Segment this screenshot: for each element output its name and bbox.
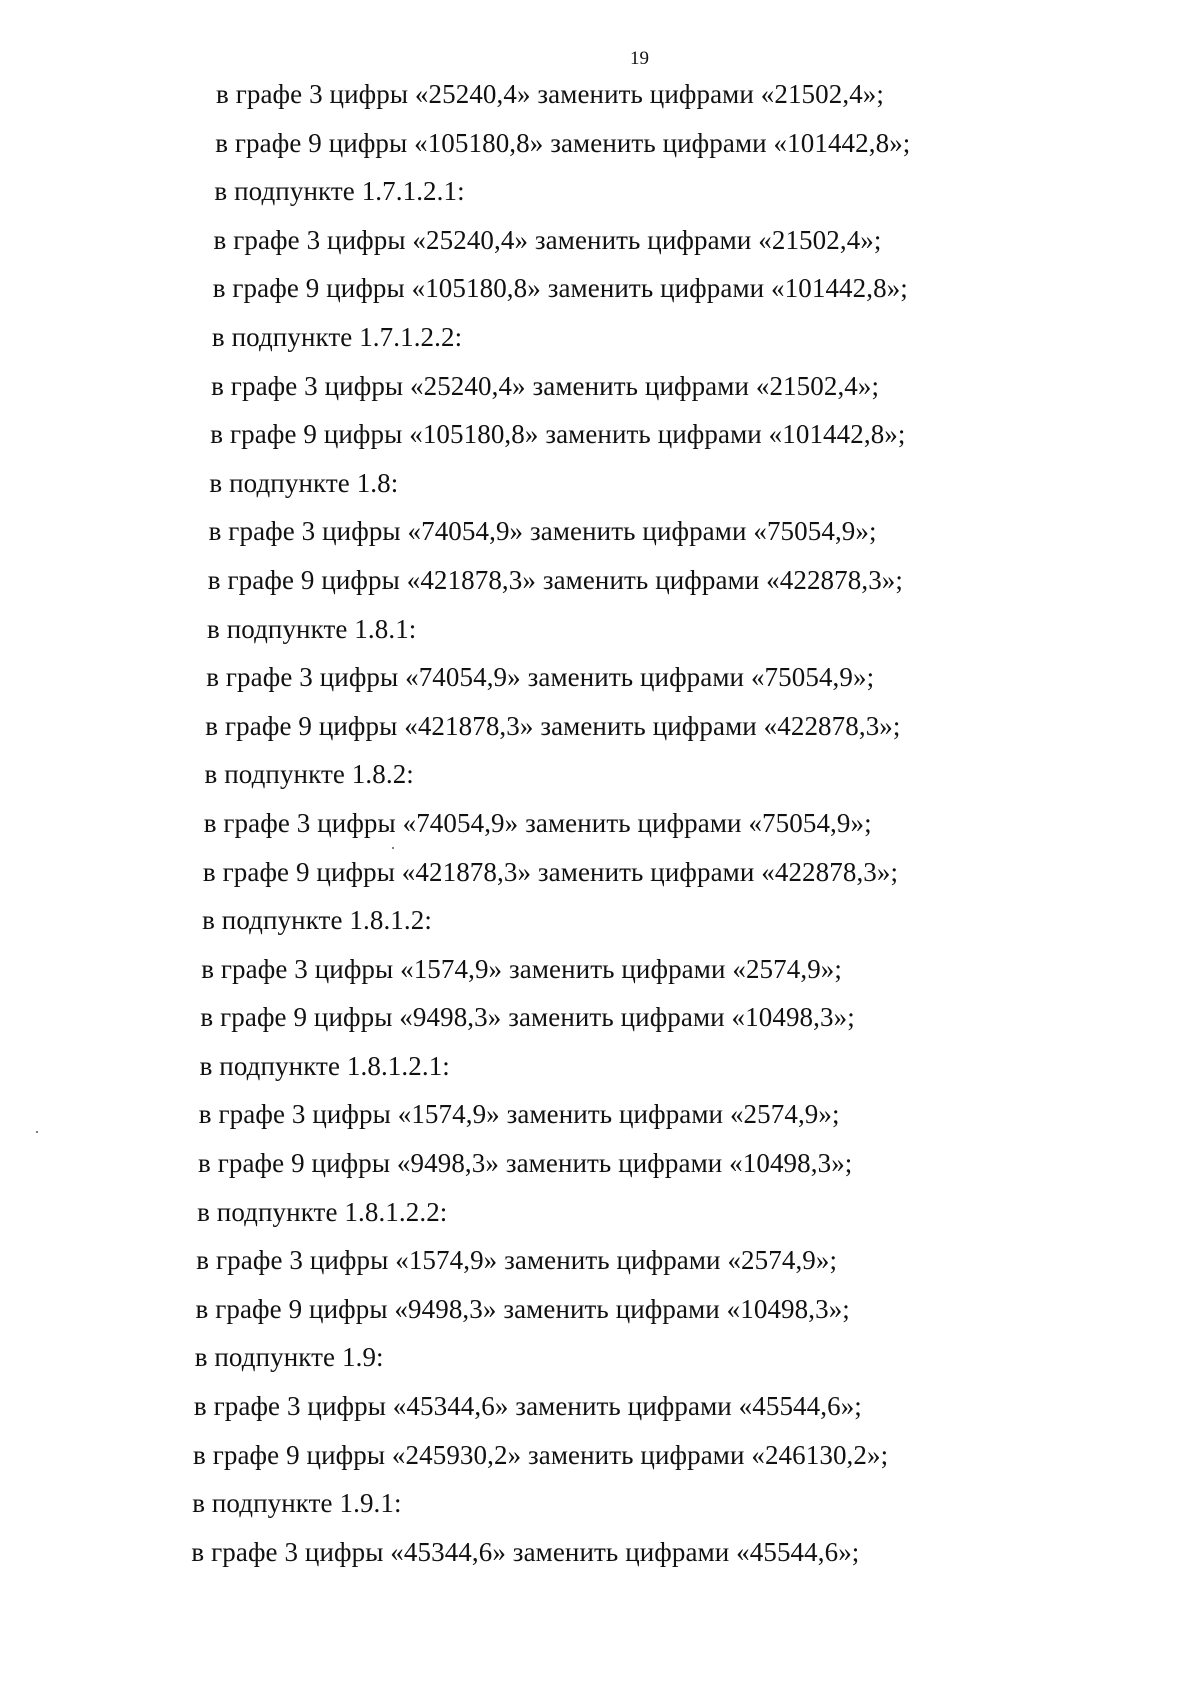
amendment-line: в графе 3 цифры «74054,9» заменить цифрами «75054,9»; — [206, 662, 875, 693]
subclause-heading: в подпункте 1.8.2: — [204, 759, 414, 790]
subclause-heading: в подпункте 1.8.1.2.2: — [197, 1196, 448, 1227]
amendment-line: в графе 3 цифры «25240,4» заменить цифрами «21502,4»; — [211, 370, 880, 401]
amendment-line: в графе 3 цифры «74054,9» заменить цифрами «75054,9»; — [203, 807, 872, 838]
page-number: 19 — [630, 48, 649, 69]
subclause-heading: в подпункте 1.8: — [209, 467, 399, 498]
amendment-line: в графе 3 цифры «45344,6» заменить цифрами «45544,6»; — [193, 1391, 862, 1422]
amendment-line: в графе 3 цифры «25240,4» заменить цифрами «21502,4»; — [216, 79, 885, 109]
amendment-line: в графе 3 цифры «45344,6» заменить цифрами «45544,6»; — [191, 1536, 860, 1567]
amendment-line: в графе 9 цифры «105180,8» заменить цифрами «101442,8»; — [212, 273, 908, 304]
amendment-line: в графе 9 цифры «245930,2» заменить цифрами «246130,2»; — [193, 1439, 889, 1470]
subclause-heading: в подпункте 1.8.1: — [207, 613, 417, 644]
amendment-line: в графе 9 цифры «9498,3» заменить цифрами «10498,3»; — [198, 1148, 853, 1179]
amendment-line: в графе 3 цифры «1574,9» заменить цифрами «2574,9»; — [198, 1099, 840, 1130]
subclause-heading: в подпункте 1.7.1.2.1: — [214, 176, 465, 207]
subclause-heading: в подпункте 1.9: — [194, 1342, 384, 1373]
subclause-heading: в подпункте 1.9.1: — [192, 1488, 402, 1519]
scan-speck — [36, 1131, 38, 1133]
amendment-line: в графе 3 цифры «1574,9» заменить цифрами «2574,9»; — [201, 953, 842, 984]
scan-speck — [392, 847, 394, 849]
amendment-line: в графе 9 цифры «9498,3» заменить цифрами «10498,3»; — [195, 1293, 850, 1324]
amendment-line: в графе 9 цифры «421878,3» заменить цифрами «422878,3»; — [205, 710, 901, 741]
amendment-line: в графе 3 цифры «74054,9» заменить цифрами «75054,9»; — [208, 516, 877, 547]
amendment-line: в графе 9 цифры «421878,3» заменить цифрами «422878,3»; — [207, 564, 904, 595]
amendment-line: в графе 9 цифры «9498,3» заменить цифрами «10498,3»; — [200, 1002, 855, 1033]
amendment-line: в графе 9 цифры «421878,3» заменить цифрами «422878,3»; — [202, 856, 899, 887]
amendment-line: в графе 9 цифры «105180,8» заменить цифрами «101442,8»; — [210, 419, 906, 450]
subclause-heading: в подпункте 1.8.1.2: — [202, 905, 432, 936]
amendment-line: в графе 3 цифры «1574,9» заменить цифрами «2574,9»; — [196, 1245, 838, 1276]
subclause-heading: в подпункте 1.7.1.2.2: — [211, 321, 463, 352]
amendment-list — [0, 70, 1200, 1576]
amendment-line: в графе 9 цифры «105180,8» заменить цифрами «101442,8»; — [215, 127, 911, 158]
subclause-heading: в подпункте 1.8.1.2.1: — [199, 1050, 450, 1081]
amendment-line: в графе 3 цифры «25240,4» заменить цифрами «21502,4»; — [213, 224, 882, 255]
